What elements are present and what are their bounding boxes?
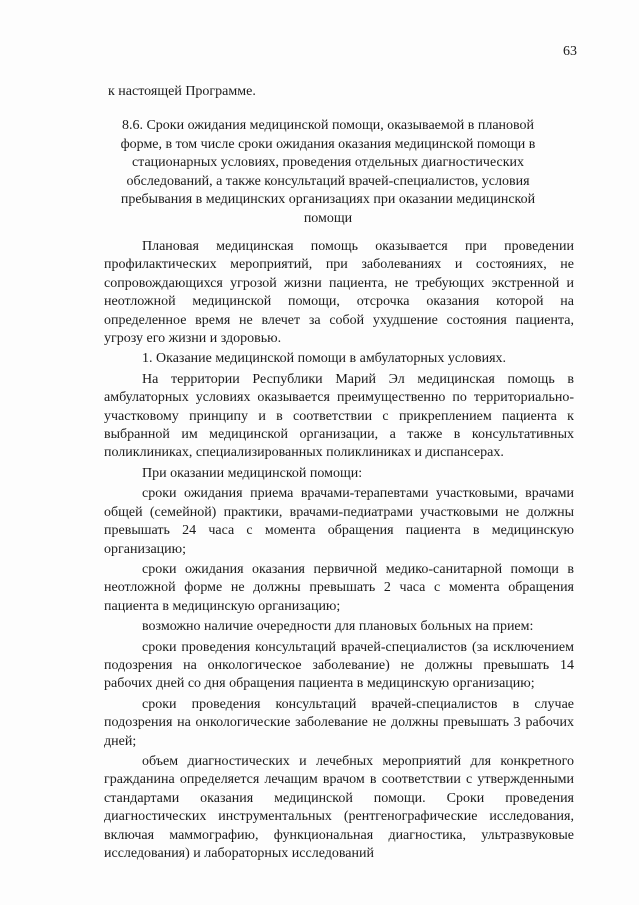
section-heading: 8.6. Сроки ожидания медицинской помощи, оказываемой в плановой форме, в том числе сроки ожидания оказания медицинской помощи в стационарных условиях, проведения отдельных диагностических обследований, а также консультаций врачей-специалистов, условия пребывания в медицинских организациях при оказании медицинской помощи [120,118,536,226]
continuation-line: к настоящей Программе. [108,84,256,99]
paragraph-specialist-oncology: сроки проведения консультаций врачей-специалистов в случае подозрения на онкологические заболевание не должны превышать 3 рабочих дней; [104,696,574,749]
paragraph-outpatient-heading: 1. Оказание медицинской помощи в амбулаторных условиях. [142,351,507,367]
paragraph-primary-wait: сроки ожидания приема врачами-терапевтами участковыми, врачами общей (семейной) практики, врачами-педиатрами участковыми не должны превышать 24 часа с момента обращения пациента в медицинскую организацию; [104,486,574,557]
paragraph-territory: На территории Республики Марий Эл медицинская помощь в амбулаторных условиях оказывается преимущественно по территориально-участковому принципу и в соответствии с прикреплением пациента к выбранной им медицинской организации, а также в консультативных поликлиниках, специализированных поликлиниках и диспансерах. [104,371,574,461]
paragraph-when-providing: При оказании медицинской помощи: [142,465,363,481]
paragraph-specialist-14-days: сроки проведения консультаций врачей-специалистов (за исключением подозрения на онкологическое заболевание) не должны превышать 14 рабочих дней со дня обращения пациента в медицинскую организацию; [104,639,574,692]
paragraph-diagnostics: объем диагностических и лечебных мероприятий для конкретного гражданина определяется лечащим врачом в соответствии с утвержденными стандартами оказания медицинской помощи. Сроки проведения диагностических инструментальных (рентгенографические исследования, включая маммографию, функциональная диагностика, ультразвуковые исследования) и лабораторных исследований [104,753,574,861]
body-text [104,238,574,863]
paragraph-planned-care: Плановая медицинская помощь оказывается при проведении профилактических мероприятий, при заболеваниях и состояниях, не сопровождающихся угрозой жизни пациента, не требующих экстренной и неотложной медицинской помощи, отсрочка оказания которой на определенное время не влечет за собой ухудшение состояния пациента, угрозу его жизни и здоровью. [104,239,574,347]
page-number: 63 [563,44,577,59]
paragraph-urgent-wait: сроки ожидания оказания первичной медико-санитарной помощи в неотложной форме не должны превышать 2 часа с момента обращения пациента в медицинскую организацию; [104,561,574,614]
paragraph-queue: возможно наличие очередности для плановых больных на прием: [142,619,534,635]
